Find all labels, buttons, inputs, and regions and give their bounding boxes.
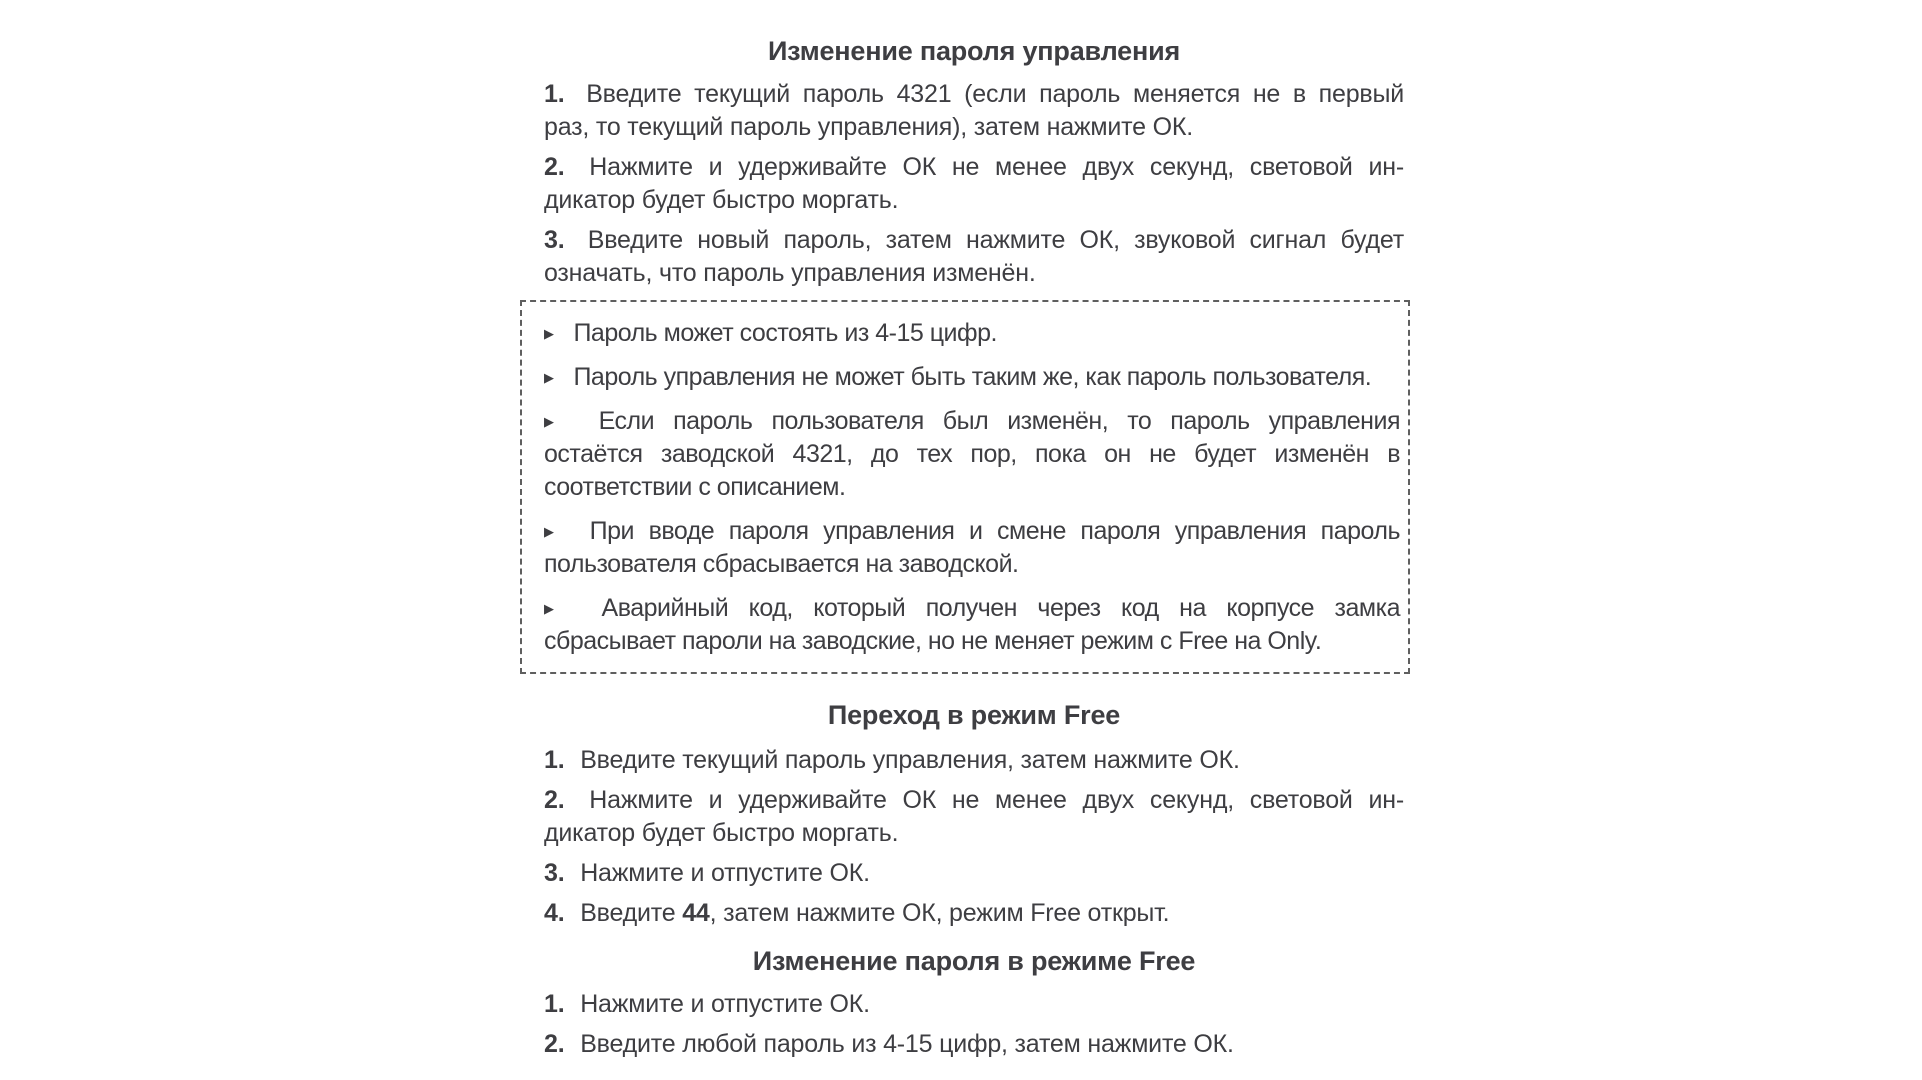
note-box (520, 300, 1410, 674)
step-paragraph (544, 897, 1404, 930)
step-text: Нажмите и отпустите ОК. (580, 859, 870, 887)
section-title-switch-to-free-mode: Переход в режим Free (827, 700, 1121, 730)
step-text-bold: 44 (682, 899, 710, 927)
bullet-line (544, 592, 1400, 625)
bullet-line (544, 405, 1400, 438)
step-text: Нажмите и удерживайте ОК не менее двух секунд, световой ин- (589, 786, 1404, 814)
step-line (544, 78, 1404, 111)
step-line (544, 744, 1404, 777)
step-text: Введите (580, 899, 683, 927)
step-line (544, 151, 1404, 184)
note-bullet (544, 405, 1400, 504)
step-line (544, 988, 1404, 1021)
step-number: 1. (544, 746, 565, 774)
step-line (544, 1028, 1404, 1061)
bullet-line (544, 361, 1400, 394)
bullet-text: При вводе пароля управления и смене пароля управления пароль (589, 517, 1400, 545)
step-text: Введите текущий пароль 4321 (если пароль меняется не в первый (586, 80, 1405, 108)
step-paragraph (544, 988, 1404, 1021)
step-paragraph (544, 857, 1404, 890)
bullet-text: Пароль управления не может быть таким же, как пароль пользователя. (573, 363, 1372, 391)
step-line (544, 857, 1404, 890)
bullet-text: Если пароль пользователя был изменён, то пароль управления (598, 407, 1400, 435)
step-line: дикатор будет быстро моргать. (544, 186, 899, 214)
note-bullet (544, 592, 1400, 658)
step-line: раз, то текущий пароль управления), затем нажмите ОК. (544, 113, 1193, 141)
document-page (520, 0, 1410, 1068)
triangle-bullet-icon: ▶ (544, 524, 563, 539)
bullet-text: Пароль может состоять из 4-15 цифр. (573, 319, 997, 347)
step-line (544, 224, 1404, 257)
step-text: Нажмите и удерживайте ОК не менее двух секунд, световой ин- (589, 153, 1404, 181)
note-bullet (544, 317, 1400, 350)
step-text: Введите новый пароль, затем нажмите ОК, звуковой сигнал будет (587, 226, 1404, 254)
step-line: означать, что пароль управления изменён. (544, 259, 1036, 287)
triangle-bullet-icon: ▶ (544, 370, 554, 385)
step-number: 2. (544, 786, 565, 814)
step-number: 4. (544, 899, 565, 927)
step-number: 3. (544, 226, 565, 254)
step-line: дикатор будет быстро моргать. (544, 819, 899, 847)
step-paragraph (544, 784, 1404, 850)
bullet-text: Аварийный код, который получен через код на корпусе замка (601, 594, 1400, 622)
step-number: 1. (544, 80, 565, 108)
triangle-bullet-icon: ▶ (544, 326, 554, 341)
step-number: 2. (544, 1030, 565, 1058)
step-paragraph (544, 78, 1404, 144)
bullet-line (544, 515, 1400, 548)
bullet-line: пользователя сбрасывается на заводской. (544, 550, 1019, 578)
step-text: Нажмите и отпустите ОК. (580, 990, 870, 1018)
section-title-change-admin-password: Изменение пароля управления (767, 36, 1181, 66)
step-text: Введите любой пароль из 4-15 цифр, затем нажмите ОК. (580, 1030, 1234, 1058)
step-paragraph (544, 744, 1404, 777)
section-change-admin-password-steps (520, 78, 1410, 290)
step-line (544, 897, 1404, 930)
note-bullet (544, 515, 1400, 581)
step-paragraph (544, 151, 1404, 217)
step-number: 3. (544, 859, 565, 887)
triangle-bullet-icon: ▶ (544, 601, 569, 616)
step-paragraph (544, 1028, 1404, 1061)
step-text: , затем нажмите ОК, режим Free открыт. (709, 899, 1170, 927)
bullet-line: остаётся заводской 4321, до тех пор, пока он не будет изменён в (544, 440, 1400, 468)
section-switch-to-free-mode-steps (520, 744, 1410, 930)
bullet-line: сбрасывает пароли на заводские, но не меняет режим с Free на Only. (544, 627, 1322, 655)
section-change-password-free-mode-steps (520, 988, 1410, 1061)
bullet-line (544, 317, 1400, 350)
triangle-bullet-icon: ▶ (544, 414, 567, 429)
bullet-line: соответствии с описанием. (544, 473, 846, 501)
step-text: Введите текущий пароль управления, затем нажмите ОК. (580, 746, 1240, 774)
step-number: 2. (544, 153, 565, 181)
step-paragraph (544, 224, 1404, 290)
note-bullet (544, 361, 1400, 394)
step-line (544, 784, 1404, 817)
section-title-change-password-free-mode: Изменение пароля в режиме Free (752, 946, 1196, 976)
step-number: 1. (544, 990, 565, 1018)
